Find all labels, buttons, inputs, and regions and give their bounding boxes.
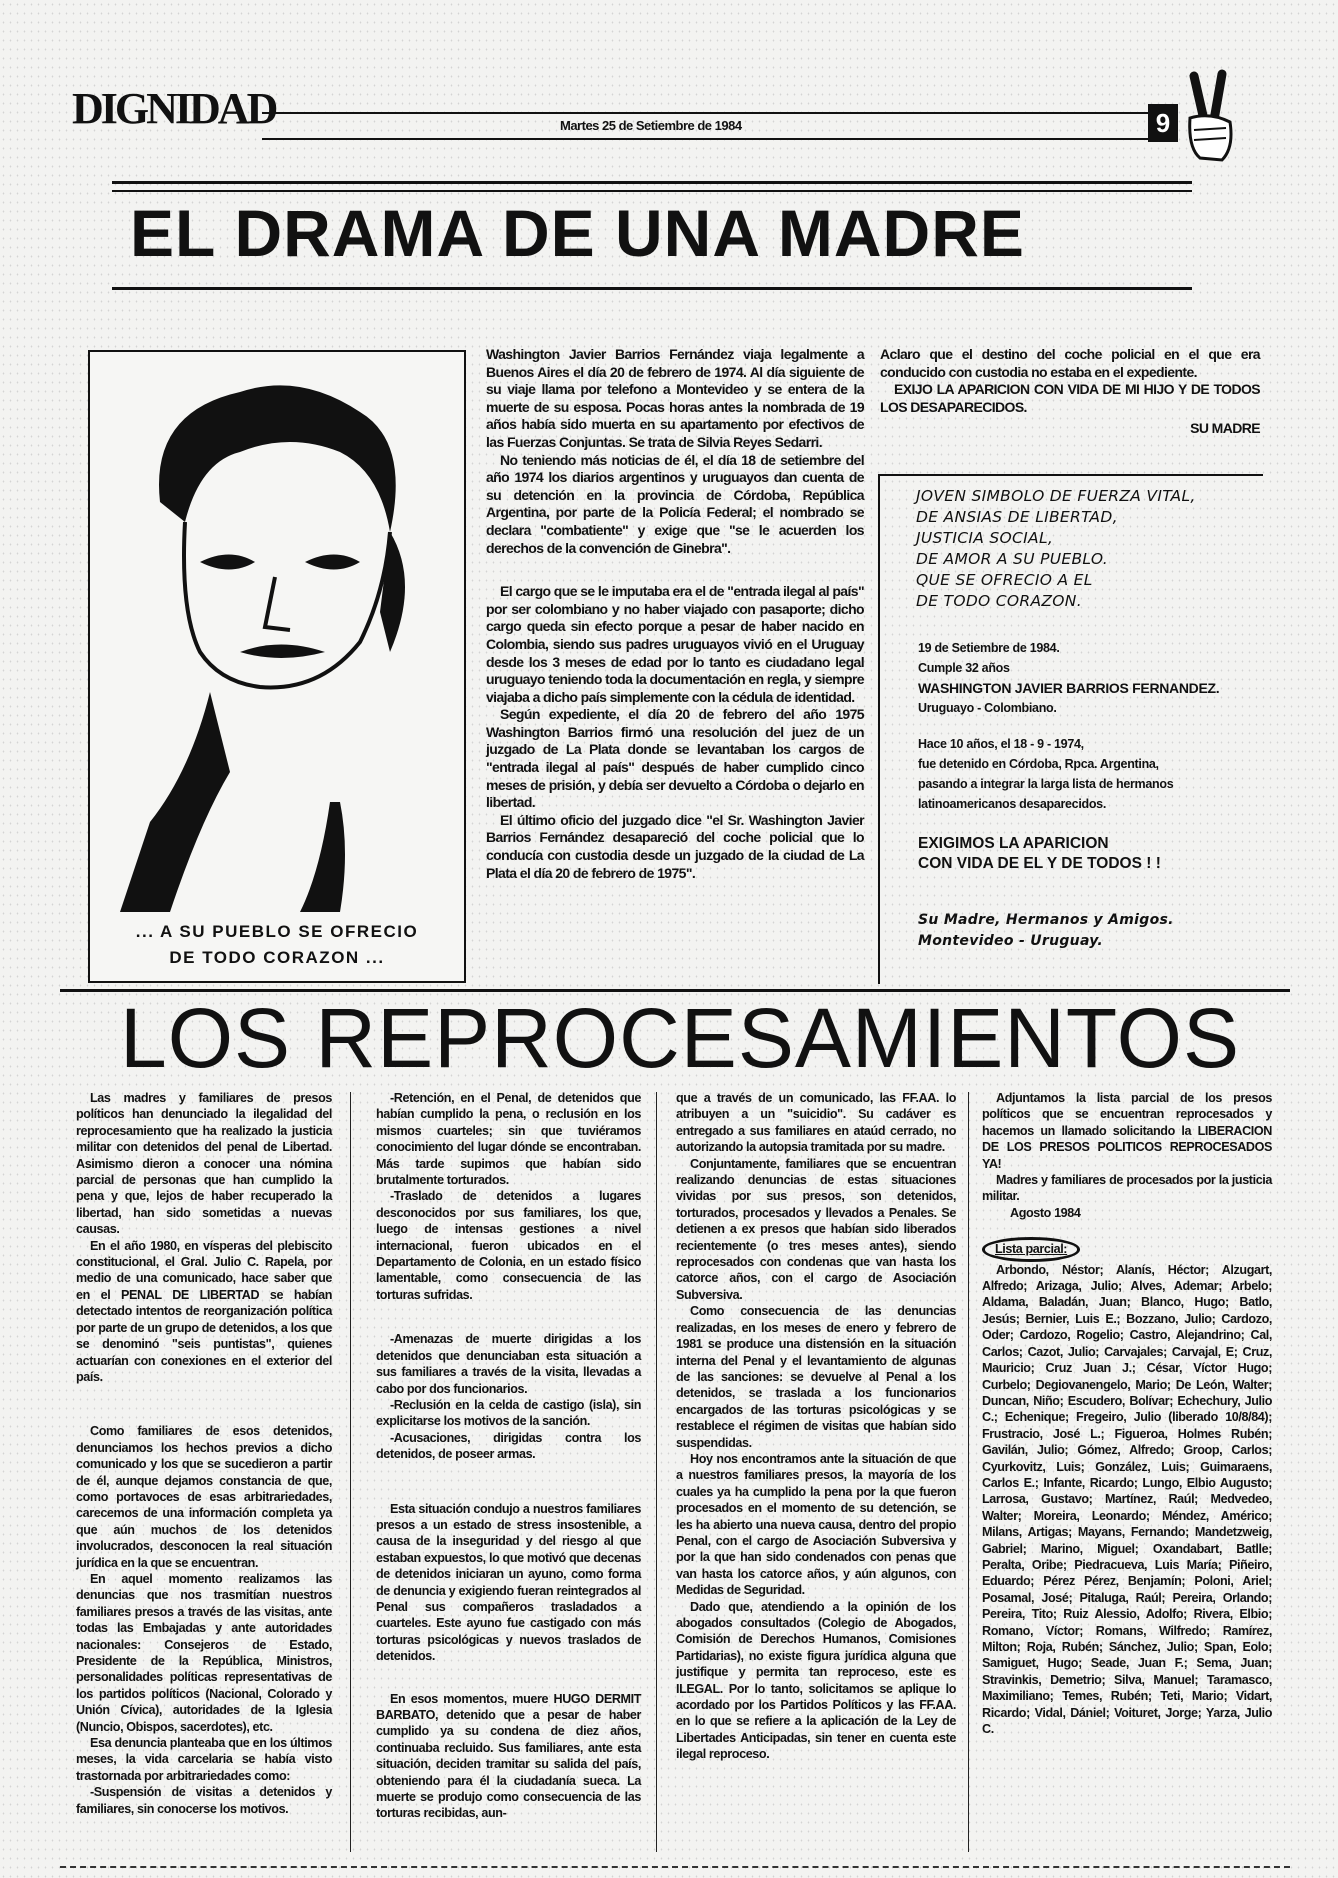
paragraph: Esta situación condujo a nuestros familiares presos a un estado de stress insostenible, a causa de la inseguridad y del riesgo al que estaban expuestos, lo que motivó que decenas de detenidos iniciaran un ayuno, como forma de denuncia y exigiendo fueran reintegrados al Penal sus compañeros trasladados a cuarteles. Este ayuno fue castigado con más torturas psicológicas y nuevos traslados de detenidos. <box>376 1501 641 1664</box>
signed-line: Montevideo - Uruguay. <box>918 933 1104 949</box>
peace-sign-hand-icon <box>1180 68 1240 168</box>
prisoner-list: Arbondo, Néstor; Alanís, Héctor; Alzugart, Alfredo; Arizaga, Julio; Alves, Ademar; Arbelo; Aldama, Baladán, Juan; Blanco, Hugo; Batlo, Jesús; Bernier, Luis E.; Bozzano, Julio; Cardozo, Oder; Cardozo, Rogelio; Castro, Alejandrino; Cal, Carlos; Cazot, Julio; Carvajales; Carvajal, E; Cruz, Mauricio; Cruz Juan J.; César, Víctor Hugo; Curbelo; Degiovanengelo, Mario; De León, Walter; Duncan, Niño; Escudero, Bolívar; Echechury, Julio C.; Echenique; Fregeiro, Julio (liberado 10/8/84); Frustracio, José L.; Figueroa, Holmes Rubén; Gavilán, Julio; Gómez, Alfredo; Groop, Carlos; Cyurkovitz, Luis; González, Luis; Guimaraens, Carlos E.; Infante, Ricardo; Lungo, Elbio Augusto; Larrosa, Gustavo; Martínez, Raúl; Medvedeo, Walter; Moreira, Leonardo; Méndez, Américo; Milans, Artigas; Mayans, Fernando; Mandetzweig, Gabriel; Marino, Miguel; Oxandabart, Batlle; Peralta, Oribe; Piedracueva, Luis María; Piñeiro, Eduardo; Pérez Pérez, Benjamín; Poloni, Ariel; Posamal, José; Pitaluga, Raúl; Pereira, Orlando; Pereira, Tito; Ruiz Alessio, Adolfo; Rivera, Elbio; Romano, Víctor; Romans, Wilfredo; Ramírez, Milton; Roja, Rubén; Sánchez, Julio; Span, Eolo; Samiguet, Hugo; Seade, Juan F.; Sema, Juan; Stravinkis, Demetrio; Silva, Manuel; Taramasco, Maximiliano; Temes, Rubén; Teti, Mario; Vidart, Ricardo; Vidal, Dániel; Voituret, Jorge; Yarza, Julio C. <box>982 1262 1272 1737</box>
info-line: WASHINGTON JAVIER BARRIOS FERNANDEZ. <box>918 680 1220 696</box>
paragraph: Conjuntamente, familiares que se encuentran realizando denuncias de estas situaciones vividas por sus presos, son detenidos, torturados, procesados y llevados a Penales. Se detienen a ex presos que habían sido liberados recientemente (o tres meses antes), siendo reprocesados con condenas que van hasta los catorce años, con el cargo de Asociación Subversiva. <box>676 1156 956 1302</box>
signed-line: Su Madre, Hermanos y Amigos. <box>918 912 1174 928</box>
info-line: pasando a integrar la larga lista de hermanos <box>918 777 1174 791</box>
info-line: fue detenido en Córdoba, Rpca. Argentina, <box>918 757 1159 771</box>
column-rule <box>656 1092 657 1852</box>
paragraph: Washington Javier Barrios Fernández viaja legalmente a Buenos Aires el día 20 de febrero de 1974. Al día siguiente de su viaje llama por telefono a Montevideo y se entera de la muerte de su esposa. Pocas horas antes la nombrada de 19 años había sido muerta en su apartamento por efectivos de las Fuerzas Conjuntas. Se trata de Silvia Reyes Sedarri. <box>486 346 864 450</box>
article-title: EL DRAMA DE UNA MADRE <box>130 196 1025 270</box>
signed-paragraph: Madres y familiares de procesados por la justicia militar. <box>982 1173 1272 1204</box>
tribute-signed <box>918 910 1174 952</box>
paragraph: En el año 1980, en vísperas del plebiscito constitucional, el Gral. Julio C. Rapela, por medio de una comunicado, hace saber que en el PENAL DE LIBERTAD se habían detectado intentos de reorganización política por parte de un grupo de detenidos, a los que se denominó "seis puntistas", quienes actuarían con conexiones en el exterior del país. <box>76 1238 332 1384</box>
paragraph: Como consecuencia de las denuncias realizadas, en los meses de enero y febrero de 1981 se produce una distensión en la situación interna del Penal y el levantamiento de algunas de las sanciones: se devuelve al Penal a los detenidos, se traslada a los funcionarios encargados de las torturas psicológicas y se restablece el régimen de visitas que habían sido suspendidas. <box>676 1304 956 1450</box>
title-rule-below <box>112 287 1192 290</box>
poem-line: DE AMOR A SU PUEBLO. <box>916 550 1108 568</box>
paragraph: El cargo que se le imputaba era el de "entrada ilegal al país" por ser colombiano y no haber viajado con pasaporte; dicho cargo queda sin efecto porque a pesar de haber nacido en Colombia, siendo sus padres uruguayos vivió en el Uruguay desde los 3 meses de edad por lo tanto es ciudadano legal uruguayo teniendo toda la documentación en regla, y siempre viajaba a dicho país simplemente con la cédula de identidad. <box>486 583 864 705</box>
paragraph: El último oficio del juzgado dice "el Sr. Washington Javier Barrios Fernández desapareció del coche policial que lo conducía con custodia desde un juzgado de la ciudad de La Plata el día 20 de febrero de 1975". <box>486 811 864 881</box>
paragraph: -Retención, en el Penal, de detenidos que habían cumplido la pena, o reclusión en los mismos cuarteles; sin que tuviéramos conocimiento del lugar dónde se encontraban. Más tarde supimos que habían sido brutalmente torturados. <box>376 1091 641 1188</box>
article2-column-1 <box>76 1090 332 1817</box>
tribute-poem <box>916 486 1196 612</box>
paragraph: Hoy nos encontramos ante la situación de que a nuestros familiares presos, la mayoría de los cuales ya ha cumplido la pena por la que fueron procesados en el momento de su detención, se les ha abierto una nueva causa, dentro del propio Penal, con el cargo de Asociación Subversiva y por la que han sido condenados con penas que van hasta los catorce años, y aún algunos, con Medidas de Seguridad. <box>676 1451 956 1598</box>
info-line: latinoamericanos desaparecidos. <box>918 797 1107 811</box>
tribute-demand <box>918 834 1161 874</box>
issue-date: Martes 25 de Setiembre de 1984 <box>560 118 742 133</box>
title-rule <box>112 181 1192 184</box>
demand-line: EXIGIMOS LA APARICION <box>918 835 1109 852</box>
info-line: 19 de Setiembre de 1984. <box>918 641 1060 655</box>
info-line: Hace 10 años, el 18 - 9 - 1974, <box>918 737 1084 751</box>
paragraph: -Reclusión en la celda de castigo (isla), sin explicitarse los motivos de la sanción. <box>376 1397 641 1429</box>
paragraph: -Traslado de detenidos a lugares desconocidos por sus familiares, los que, luego de intensas gestiones a nivel internacional, fueron ubicados en el Departamento de Colonia, en un estado físico lamentable, como consecuencia de las torturas sufridas. <box>376 1189 641 1302</box>
column-rule <box>968 1092 969 1852</box>
paragraph: -Amenazas de muerte dirigidas a los detenidos que denunciaban esta situación a sus familiares a través de la visita, llevadas a cabo por dos funcionarios. <box>376 1332 641 1396</box>
article2-column-3 <box>676 1090 956 1763</box>
paragraph: Las madres y familiares de presos políticos han denunciado la ilegalidad del reprocesamiento que ha realizado la justicia militar con detenidos del penal de Libertad. Asimismo dieron a conocer una nómina parcial de personas que han cumplido la pena y que, lejos de haber recuperado la libertad, han sido sometidas a nuevas causas. <box>76 1091 332 1237</box>
poem-line: QUE SE OFRECIO A EL <box>916 571 1093 589</box>
article-title-2: LOS REPROCESAMIENTOS <box>120 991 1241 1085</box>
paragraph: En esos momentos, muere HUGO DERMIT BARBATO, detenido que a pesar de haber cumplido ya su condena de diez años, continuaba recluido. Sus familiares, ante esta situación, deciden tramitar su salida del país, obteniendo para él la ciudadanía sueca. La muerte se produjo como consecuencia de las torturas recibidas, aun- <box>376 1691 641 1821</box>
demand-line: CON VIDA DE EL Y DE TODOS ! ! <box>918 855 1161 872</box>
poem-line: DE TODO CORAZON. <box>916 592 1082 610</box>
date: Agosto 1984 <box>1010 1205 1081 1220</box>
bottom-rule <box>60 1866 1290 1868</box>
tribute-info <box>918 638 1219 718</box>
article-column-2 <box>880 346 1260 438</box>
portrait-photo <box>88 350 466 983</box>
appeal-paragraph: Adjuntamos la lista parcial de los presos políticos que se encuentran reprocesados y hacemos un llamado solicitando la LIBERACION DE LOS PRESOS POLITICOS REPROCESADOS YA! <box>982 1091 1272 1171</box>
column-rule <box>350 1092 351 1852</box>
tribute-detention <box>918 734 1173 814</box>
photo-caption <box>90 919 464 971</box>
paragraph: Como familiares de esos detenidos, denunciamos los hechos previos a dicho comunicado y los que se sucedieron a partir de él, aunque dejamos constancia de que, como portavoces de esas arbitrariedades, carecemos de una información completa ya que aún muchos de los detenidos involucrados, desconocen la real situación jurídica en la que se encuentran. <box>76 1424 332 1570</box>
article2-column-2 <box>376 1090 641 1822</box>
paragraph: EXIJO LA APARICION CON VIDA DE MI HIJO Y DE TODOS LOS DESAPARECIDOS. <box>880 381 1260 415</box>
article2-column-4 <box>982 1090 1272 1737</box>
paragraph: No teniendo más noticias de él, el día 18 de setiembre del año 1974 los diarios argentinos y uruguayos dan cuenta de su detención en la provincia de Córdoba, República Argentina, por parte de la Policía Federal; el nombrado se declara "combatiente" y exige que "se le acuerden los derechos de la convención de Ginebra". <box>486 451 864 556</box>
paragraph: -Suspensión de visitas a detenidos y familiares, sin conocerse los motivos. <box>76 1785 332 1816</box>
tribute-box <box>878 474 1263 984</box>
portrait-image <box>90 352 464 912</box>
info-line: Cumple 32 años <box>918 661 1010 675</box>
paragraph: que a través de un comunicado, las FF.AA. lo atribuyen a un "suicidio". Su cadáver es entregado a sus familiares en ataúd cerrado, no autorizando la autopsia tramitada por su madre. <box>676 1091 956 1155</box>
paragraph: -Acusaciones, dirigidas contra los detenidos, de poseer armas. <box>376 1430 641 1462</box>
paragraph: En aquel momento realizamos las denuncias que nos trasmitían nuestros familiares presos a través de las visitas, ante todas las Embajadas y ante autoridades nacionales: Consejeros de Estado, Presidente de la República, Ministros, personalidades políticas representativas de los partidos políticos (Nacional, Colorado y Unión Cívica), autoridades de la Iglesia (Nuncio, Obispos, sacerdotes), etc. <box>76 1571 332 1734</box>
list-label: Lista parcial: <box>982 1237 1080 1261</box>
poem-line: JUSTICIA SOCIAL, <box>916 529 1054 547</box>
poem-line: DE ANSIAS DE LIBERTAD, <box>916 508 1118 526</box>
poem-line: JOVEN SIMBOLO DE FUERZA VITAL, <box>916 487 1196 505</box>
signature: SU MADRE <box>1190 420 1260 437</box>
paragraph: Esa denuncia planteaba que en los últimos meses, la vida carcelaria se había visto trastornada por arbitrariedades como: <box>76 1736 332 1783</box>
paragraph: Dado que, atendiendo a la opinión de los abogados consultados (Colegio de Abogados, Comisión de Derechos Humanos, Comisiones Partidarias), no existe figura jurídica alguna que justifique y permita tan reproceso, este es ILEGAL. Por lo tanto, solicitamos se aplique lo acordado por los Partidos Políticos y las FF.AA. en lo que se refiere a la aplicación de la Ley de Libertades Anticipadas, sin tener en cuenta este ilegal reproceso. <box>676 1599 956 1762</box>
caption-line: DE TODO CORAZON ... <box>169 948 385 967</box>
article-column-1 <box>486 346 864 882</box>
info-line: Uruguayo - Colombiano. <box>918 701 1057 715</box>
paragraph: Aclaro que el destino del coche policial en el que era conducido con custodia no estaba en el expediente. <box>880 346 1260 380</box>
masthead-rule-top <box>262 112 1148 114</box>
page-number: 9 <box>1148 104 1178 142</box>
caption-line: ... A SU PUEBLO SE OFRECIO <box>135 922 419 941</box>
masthead-rule-bottom <box>262 138 1148 140</box>
title-rule-thin <box>112 190 1192 192</box>
paragraph: Según expediente, el día 20 de febrero del año 1975 Washington Barrios firmó una resolución del juez de un juzgado de La Plata donde se levantaban los cargos de "entrada ilegal al país" después de haber cumplido cinco meses de prisión, y debía ser devuelto a Córdoba o dejarlo en libertad. <box>486 706 864 811</box>
newspaper-logo: DIGNIDAD <box>72 84 276 133</box>
